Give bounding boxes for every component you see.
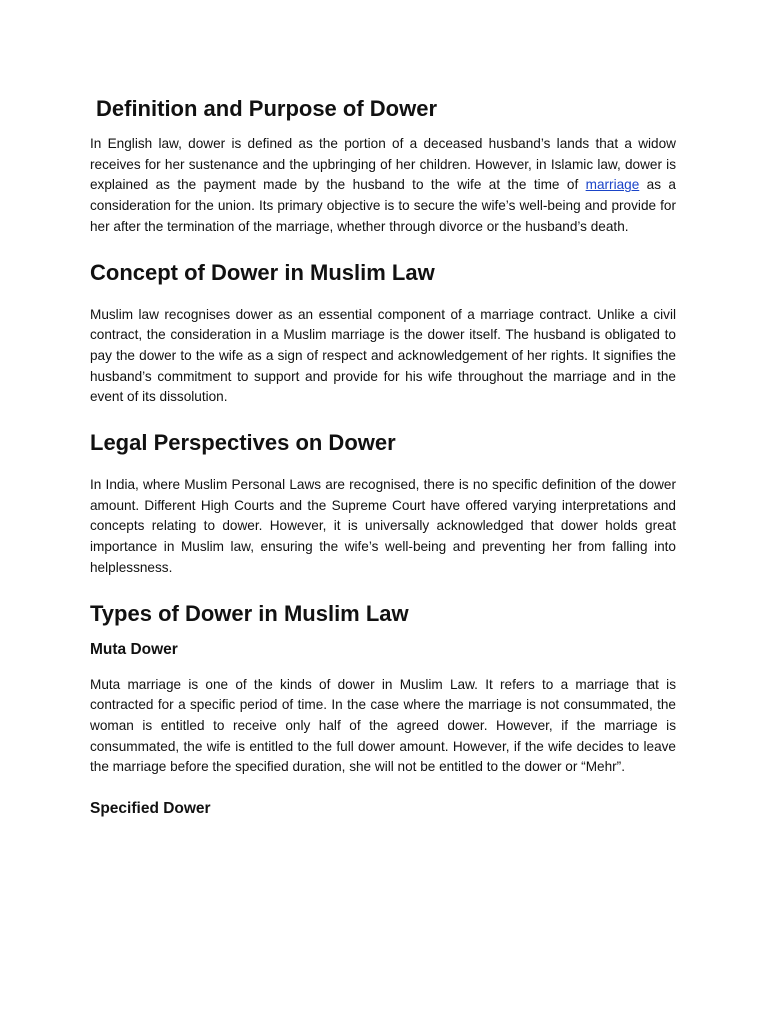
document-page	[90, 94, 676, 834]
section-paragraph-concept: Muslim law recognises dower as an essential component of a marriage contract. Unlike a civil contract, the consideration in a Muslim marriage is the dower itself. The husband is obligated to pay the dower to the wife as a sign of respect and acknowledgement of her rights. It signifies the husband’s commitment to support and provide for his wife throughout the marriage and in the event of its dissolution.	[90, 306, 676, 405]
subheading-specified-dower: Specified Dower	[90, 800, 211, 818]
page-title: Definition and Purpose of Dower	[96, 96, 438, 121]
intro-text-before: In English law, dower is defined as the portion of a deceased husband’s lands that a widow receives for her sustenance and the upbringing of her children. However, in Islamic law, dower is explained as the payment made by the husband to the wife at the time of	[90, 136, 676, 193]
intro-paragraph	[90, 134, 676, 238]
section-heading-concept: Concept of Dower in Muslim Law	[90, 259, 435, 285]
marriage-link[interactable]: marriage	[585, 177, 640, 193]
paragraph-muta-dower: Muta marriage is one of the kinds of dower in Muslim Law. It refers to a marriage that is contracted for a specific period of time. In the case where the marriage is not consummated, the woman is entitled to receive only half of the agreed dower. However, if the marriage is consummated, the wife is entitled to the full dower amount. However, if the wife decides to leave the marriage before the specified duration, she will not be entitled to the dower or “Mehr”.	[90, 676, 676, 775]
intro-text-after: as a consideration for the union. Its primary objective is to secure the wife’s well-being and provide for her after the termination of the marriage, whether through divorce or the husband’s death.	[90, 177, 676, 234]
subheading-muta-dower: Muta Dower	[90, 640, 178, 658]
section-paragraph-legal: In India, where Muslim Personal Laws are recognised, there is no specific definition of the dower amount. Different High Courts and the Supreme Court have offered varying interpretations and concepts relating to dower. However, it is universally acknowledged that dower holds great importance in Muslim law, ensuring the wife’s well-being and preventing her from falling into helplessness.	[90, 477, 676, 575]
section-heading-types: Types of Dower in Muslim Law	[90, 600, 409, 626]
section-heading-legal: Legal Perspectives on Dower	[90, 430, 396, 456]
